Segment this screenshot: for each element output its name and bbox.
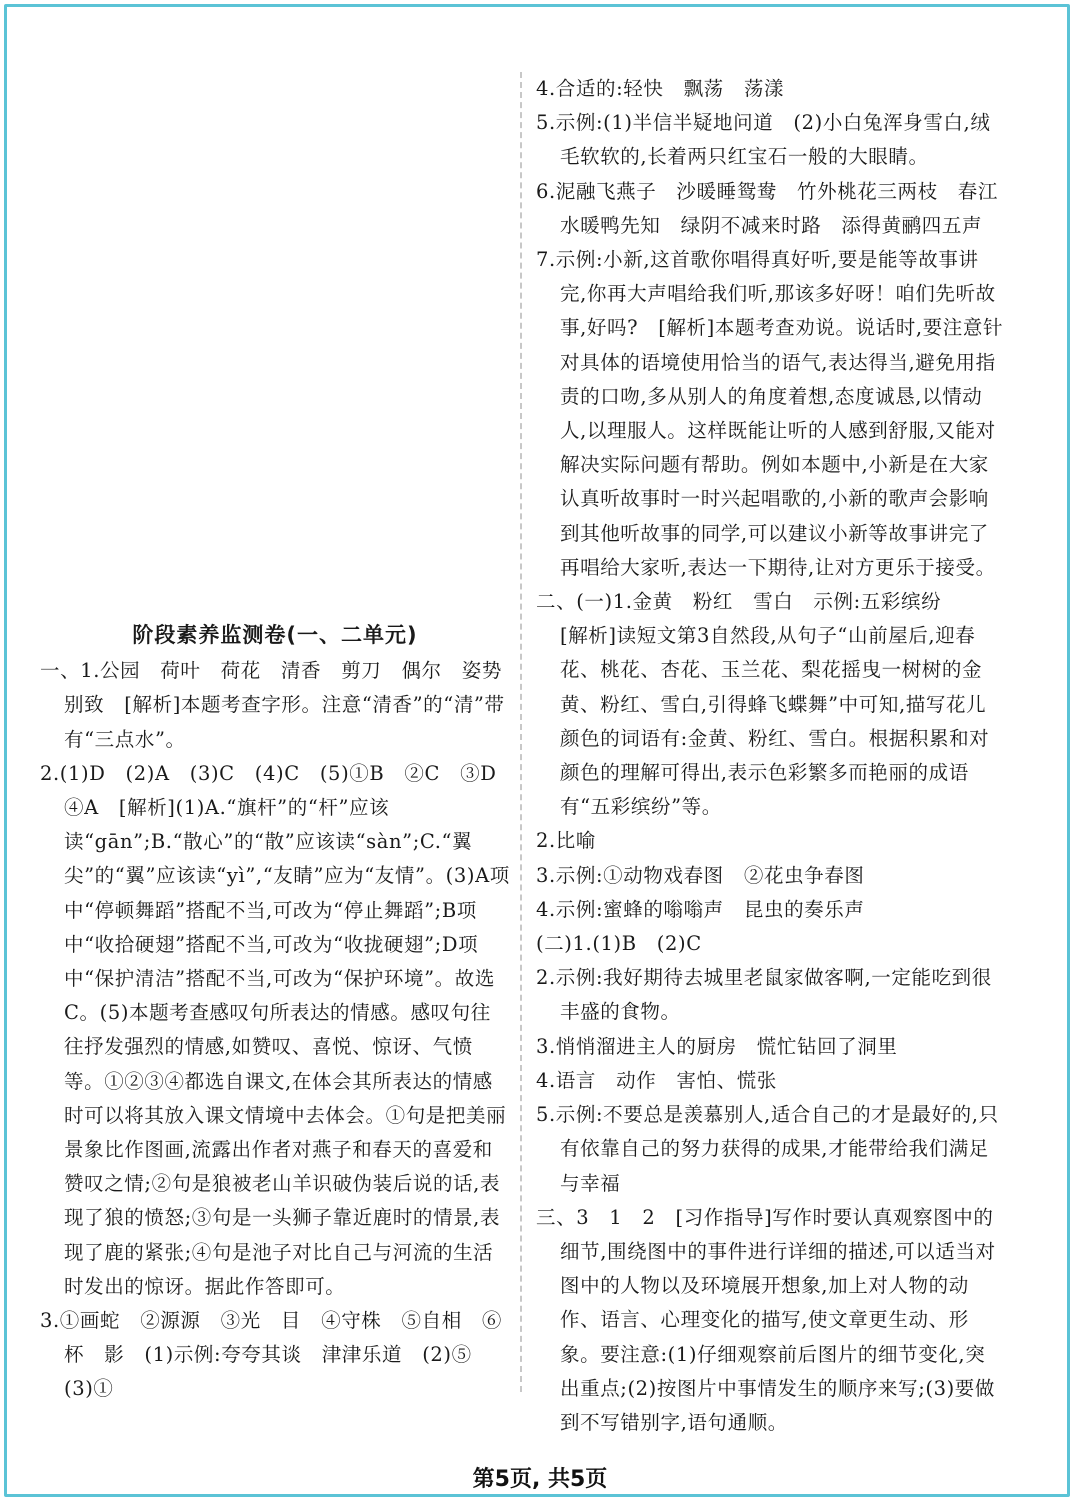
answer-item: (二)1.(1)B (2)C: [536, 932, 702, 956]
answer-item: 一、1.公园 荷叶 荷花 清香 剪刀 偶尔 姿势别致 [解析]本题考查字形。注意“清香”的“清”带有“三点水”。: [40, 659, 505, 751]
answer-item: 4.合适的:轻快 飘荡 荡漾: [536, 77, 785, 100]
column-divider: [520, 72, 522, 1392]
answer-item: 4.示例:蜜蜂的嗡嗡声 昆虫的奏乐声: [536, 897, 865, 921]
right-column: [536, 72, 1004, 1440]
answer-item: 2.(1)D (2)A (3)C (4)C (5)①B ②C ③D ④A [解析](1)A.“旗杆”的“杆”应该读“gān”;B.“散心”的“散”应该读“sàn”;C.“翼尖”的“翼”应该读“yì”,“友睛”应为“友情”。(3)A项中“停顿舞蹈”搭配不当,可改为“停止舞蹈”;B项中“收拾硬翅”搭配不当,可改为“收拢硬翅”;D项中“保护清洁”搭配不当,可改为“保护环境”。故选C。(5)本题考查感叹句所表达的情感。感叹句往往抒发强烈的情感,如赞叹、喜悦、惊讶、气愤等。①②③④都选自课文,在体会其所表达的情感时可以将其放入课文情境中去体会。①句是把美丽景象比作图画,流露出作者对燕子和春天的喜爱和赞叹之情;②句是狼被老山羊识破伪装后说的话,表现了狼的愤怒;③句是一头狮子靠近鹿时的情景,表现了鹿的紧张;④句是池子对比自己与河流的生活时发出的惊讶。据此作答即可。: [40, 761, 517, 1298]
answer-item: 2.示例:我好期待去城里老鼠家做客啊,一定能吃到很丰盛的食物。: [536, 966, 992, 1024]
answer-item: 7.示例:小新,这首歌你唱得真好听,要是能等故事讲完,你再大声唱给我们听,那该多好呀！咱们先听故事,好吗? [解析]本题考查劝说。说话时,要注意针对具体的语境使用恰当的语气,表达得当,避免用指责的口吻,多从别人的角度着想,态度诚恳,以情动人,以理服人。这样既能让听的人感到舒服,又能对解决实际问题有帮助。例如本题中,小新是在大家认真听故事时一时兴起唱歌的,小新的歌声会影响到其他听故事的同学,可以建议小新等故事讲完了再唱给大家听,表达一下期待,让对方更乐于接受。: [536, 248, 1004, 579]
left-column: [40, 618, 517, 1407]
answer-item: 3.悄悄溜进主人的厨房 慌忙钻回了洞里: [536, 1034, 898, 1058]
answer-item: 4.语言 动作 害怕、慌张: [536, 1068, 777, 1092]
answer-item: 二、(一)1.金黄 粉红 雪白 示例:五彩缤纷: [536, 590, 942, 614]
answer-item: 6.泥融飞燕子 沙暖睡鸳鸯 竹外桃花三两枝 春江水暖鸭先知 绿阴不减来时路 添得黄鹂四五声: [536, 179, 999, 237]
analysis-text: [解析]读短文第3自然段,从句子“山前屋后,迎春花、桃花、杏花、玉兰花、梨花摇曳一树树的金黄、粉红、雪白,引得蜂飞蝶舞”中可知,描写花儿颜色的词语有:金黄、粉红、雪白。根据积累和对颜色的理解可得出,表示色彩繁多而艳丽的成语有“五彩缤纷”等。: [560, 624, 990, 819]
answer-item: 2.比喻: [536, 829, 597, 853]
answer-item: 3.①画蛇 ②源源 ③光 目 ④守株 ⑤自相 ⑥杯 影 (1)示例:夸夸其谈 津津乐道 (2)⑤ (3)①: [40, 1309, 503, 1401]
answer-item: 5.示例:不要总是羡慕别人,适合自己的才是最好的,只有依靠自己的努力获得的成果,才能带给我们满足与幸福: [536, 1103, 999, 1195]
page-number: 第5页, 共5页: [472, 1467, 608, 1492]
answer-item: 3.示例:①动物戏春图 ②花虫争春图: [536, 863, 865, 887]
section-title: 阶段素养监测卷(一、二单元): [132, 623, 418, 647]
answer-item: 三、3 1 2 [习作指导]写作时要认真观察图中的细节,围绕图中的事件进行详细的描述,可以适当对图中的人物以及环境展开想象,加上对人物的动作、语言、心理变化的描写,使文章更生动、形象。要注意:(1)仔细观察前后图片的细节变化,突出重点;(2)按图片中事情发生的顺序来写;(3)要做到不写错别字,语句通顺。: [536, 1205, 996, 1434]
answer-item: 5.示例:(1)半信半疑地问道 (2)小白兔浑身雪白,绒毛软软的,长着两只红宝石一般的大眼睛。: [536, 111, 991, 169]
